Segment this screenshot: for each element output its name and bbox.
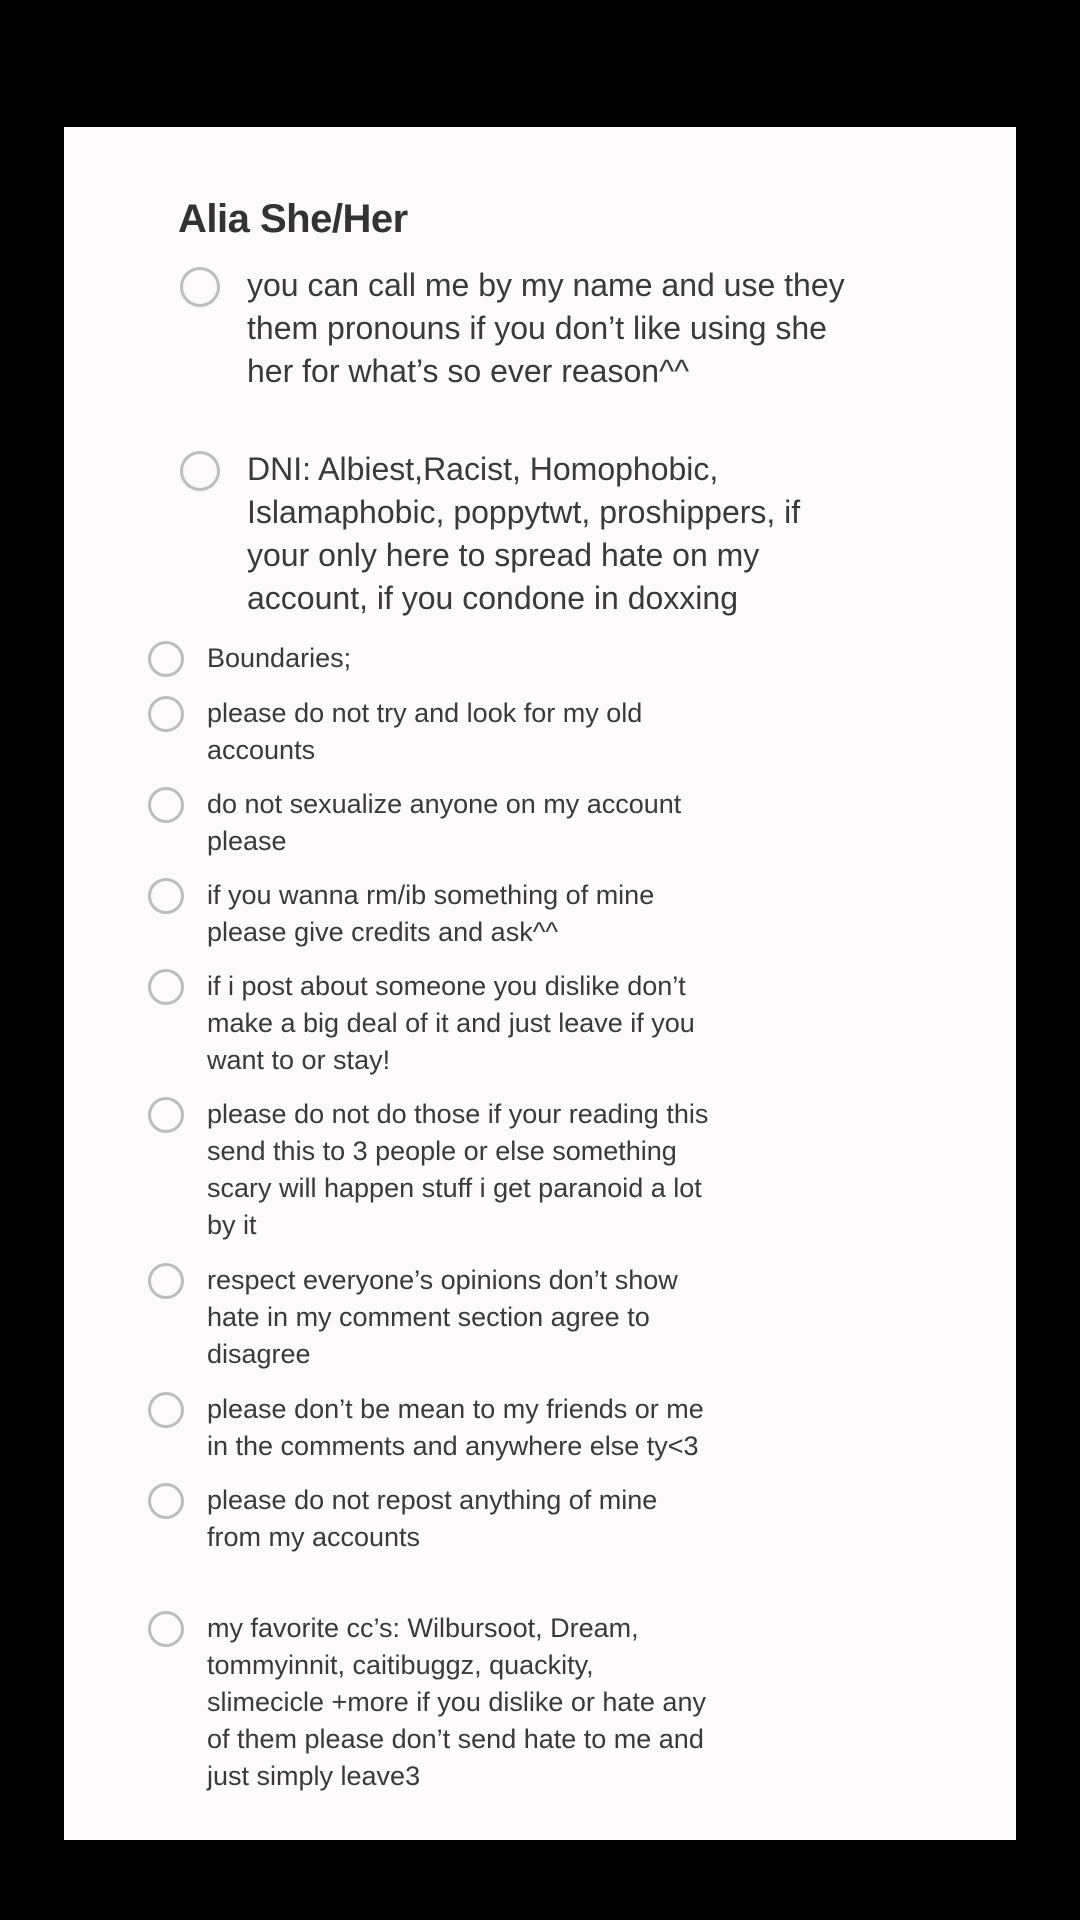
list-item-text: if you wanna rm/ib something of mine please give credits and ask^^ — [207, 880, 655, 947]
list-item-text: Boundaries; — [207, 643, 352, 673]
list-item-text: respect everyone’s opinions don’t show hate in my comment section agree to disagree — [207, 1265, 678, 1369]
page-title: Alia She/Her — [178, 197, 408, 241]
list-item-text: DNI: Albiest,Racist, Homophobic, Islamaphobic, poppytwt, proshippers, if your only here to spread hate on my account, if you condone in doxxing — [247, 451, 801, 616]
checkbox-circle-icon[interactable] — [148, 696, 184, 732]
list-item-text: if i post about someone you dislike don’t make a big deal of it and just leave if you want to or stay! — [207, 971, 695, 1075]
list-item-text: please don’t be mean to my friends or me in the comments and anywhere else ty<3 — [207, 1394, 704, 1461]
checkbox-circle-icon[interactable] — [148, 641, 184, 677]
list-item-text: do not sexualize anyone on my account please — [207, 789, 682, 856]
checkbox-circle-icon[interactable] — [148, 1263, 184, 1299]
list-item-text: you can call me by my name and use they them pronouns if you don’t like using she her for what’s so ever reason^^ — [247, 267, 845, 389]
checkbox-circle-icon[interactable] — [148, 1611, 184, 1647]
checkbox-circle-icon[interactable] — [148, 1392, 184, 1428]
list-item-text: please do not try and look for my old accounts — [207, 698, 643, 765]
checkbox-circle-icon[interactable] — [148, 787, 184, 823]
list-item-text: my favorite cc’s: Wilbursoot, Dream, tommyinnit, caitibuggz, quackity, slimecicle +more if you dislike or hate any of them please don’t send hate to me and just simply leave3 — [207, 1613, 706, 1791]
checkbox-circle-icon[interactable] — [180, 451, 220, 491]
checkbox-circle-icon[interactable] — [148, 969, 184, 1005]
checkbox-circle-icon[interactable] — [148, 1097, 184, 1133]
list-item-text: please do not repost anything of mine from my accounts — [207, 1485, 658, 1552]
checkbox-circle-icon[interactable] — [148, 1483, 184, 1519]
list-item-text: please do not do those if your reading this send this to 3 people or else something scary will happen stuff i get paranoid a lot by it — [207, 1099, 709, 1240]
checkbox-circle-icon[interactable] — [180, 267, 220, 307]
notes-card — [64, 127, 1016, 1840]
checkbox-circle-icon[interactable] — [148, 878, 184, 914]
